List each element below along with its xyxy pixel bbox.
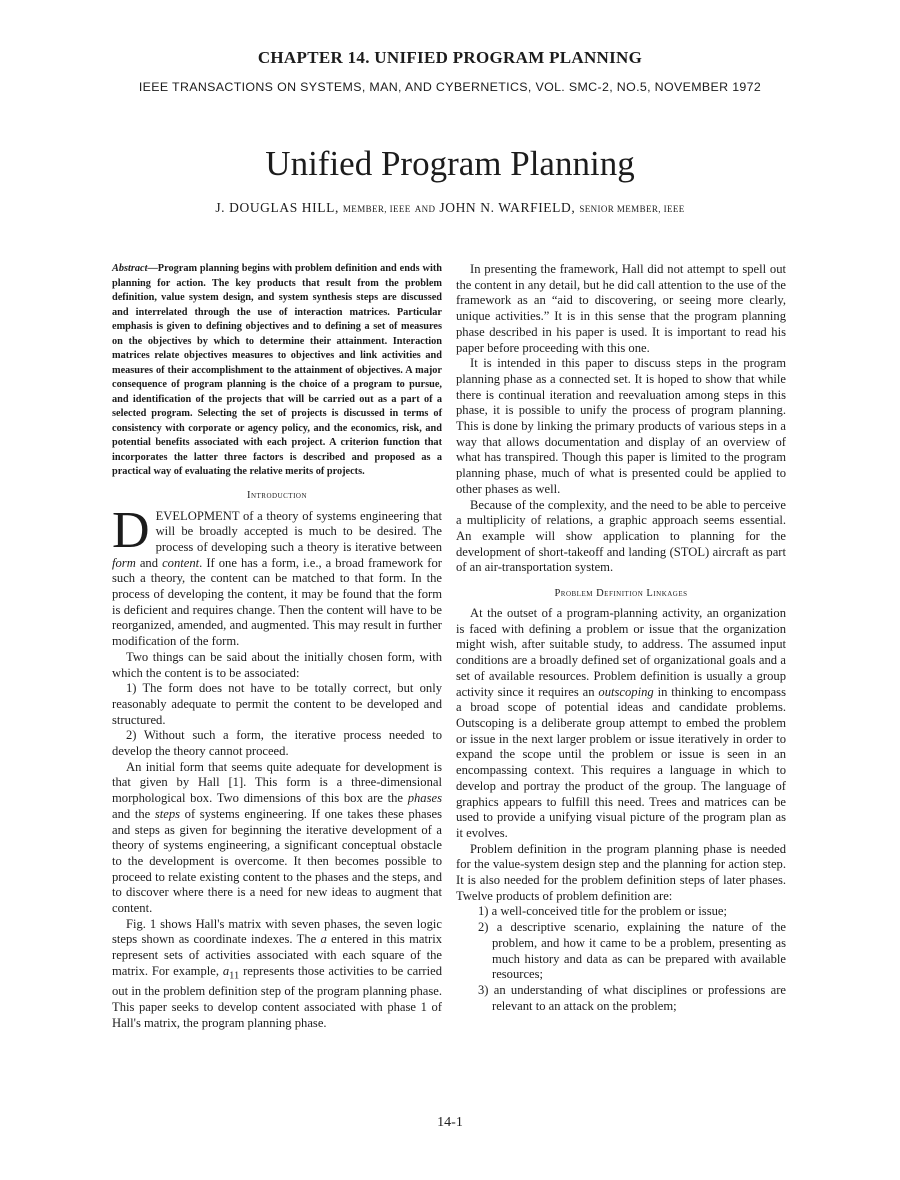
list-item: 3) an understanding of what disciplines or professions are relevant to an attack on the problem; — [478, 982, 786, 1013]
right-paragraph-2: It is intended in this paper to discuss steps in the program planning phase as a connected set. It is hoped to show that while there is continual iteration and reevaluation among steps in this phase, it is possible to unify the process of program planning. This is done by linking the primary products of various steps in a way that allows documentation and display of an overview of what has transpired. Though this paper is limited to the program planning phase, much of what is presented could be applied to other phases as well. — [456, 356, 786, 496]
intro-p1-text-a: EVELOPMENT of a theory of systems engineering that will be broadly accepted is much to be desired. The process of developing such a theory is iterative between — [155, 508, 442, 554]
abstract — [112, 262, 442, 480]
right-paragraph-3: Because of the complexity, and the need to be able to perceive a multiplicity of relations, a graphic approach seems essential. An example will show application to planning for the development of short-takeoff and landing (STOL) aircraft as part of an air-transportation system. — [456, 497, 786, 575]
products-list — [456, 904, 786, 1014]
page-number: 14-1 — [437, 1115, 463, 1130]
list-item: 1) The form does not have to be totally correct, but only reasonably adequate to permit the content to be developed and structured. — [112, 681, 442, 727]
right-column — [456, 262, 786, 1014]
right-paragraph-5: Problem definition in the program planning phase is needed for the value-system design step and the planning for action step. It is also needed for the problem definition steps of later phases. Twelve products of problem definition are: — [456, 841, 786, 903]
left-column — [112, 262, 442, 1031]
intro-p3-phases: phases — [407, 791, 442, 806]
section-heading-problem-definition: Problem Definition Linkages — [554, 588, 688, 600]
author-2-name: JOHN N. WARFIELD, — [439, 200, 576, 215]
list-item: 2) Without such a form, the iterative process needed to develop the theory cannot proceed. — [112, 728, 442, 759]
list-item: 1) a well-conceived title for the problem or issue; — [478, 904, 727, 919]
right-paragraph-1: In presenting the framework, Hall did not attempt to spell out the content in any detail, but he did call attention to the use of the framework as an “aid to discovering, or seeing more clearly, unique activities.” It is in this sense that the program planning phase described in his paper is used. It is important to read his paper before proceeding with this one. — [456, 262, 786, 355]
intro-list — [112, 681, 442, 760]
intro-p1-text-b: and — [135, 555, 163, 570]
intro-p4-text-c: represents those activities to be carried out in the problem definition step of the program planning phase. This paper seeks to develop content associated with phase 1 of Hall's matrix, the program planning phase. — [112, 963, 442, 1030]
author-2-grade: SENIOR MEMBER, IEEE — [579, 204, 685, 214]
intro-p4-var-a: a — [320, 932, 327, 947]
chapter-header: CHAPTER 14. UNIFIED PROGRAM PLANNING — [257, 48, 643, 67]
intro-p3-steps: steps — [154, 806, 181, 821]
intro-p3-text-a: An initial form that seems quite adequate for development is that given by Hall [1]. This form is a three-dimensional morphological box. Two dimensions of this box are the — [112, 759, 442, 806]
author-1-grade: MEMBER, IEEE — [342, 204, 411, 214]
right-p4-text-b: in thinking to encompass a broad scope of potential ideas and candidate problems. Outscoping is a deliberate group attempt to embed the problem or issue in the next larger problem or issue iteratively in order to expand the scope until the problem or issue is seen in an encompassing context. This requires a language in which to develop and portray the product of the group. The language of graphics appears to fulfill this need. Trees and matrices can be used to provide a unifying visual picture of the program plan as it evolves. — [456, 684, 786, 840]
abstract-lead: Abstract — [112, 263, 148, 274]
list-item: 2) a descriptive scenario, explaining the nature of the problem, and how it came to be a problem, presenting as much history and data as can be prepared with available resources; — [478, 920, 786, 982]
section-heading-introduction: Introduction — [246, 489, 308, 501]
author-1-name: J. DOUGLAS HILL, — [215, 200, 339, 215]
abstract-text: —Program planning begins with problem definition and ends with planning for action. The key products that result from the problem definition, value system design, and system synthesis steps are discussed and interrelated through the use of interaction matrices. Particular emphasis is given to defining objectives and to defining a set of measures on the objectives by which to determine their attainment. Interaction matrices relate objectives measures to objectives and link activities and measures of their accomplishment to the attainment of objectives. A major consequence of program planning is the choice of a program to pursue, and identification of the projects that will be carried out as a part of a selected program. Selecting the set of projects is discussed in terms of consistency with corporate or agency policy, and the economics, risk, and potential benefits associated with each project. A criterion function that incorporates the latter three factors is described and proposed as a practical way of evaluating the relative merits of projects. — [112, 263, 442, 477]
right-p4-text-a: At the outset of a program-planning activity, an organization is faced with defining a problem or issue that the organization might wish, after suitable study, to address. The assumed input conditions are a broadly defined set of organizational goals and a set of available resources. Problem definition is usually a group activity since it requires an — [456, 606, 786, 699]
author-line — [0, 200, 900, 216]
right-paragraph-4 — [456, 606, 786, 842]
intro-p4-var-a11: a — [222, 963, 230, 978]
intro-p4-text-b: entered in this matrix represent sets of activities associated with each square of the matrix. For example, — [112, 932, 443, 978]
intro-p4-subscript: 11 — [229, 970, 240, 982]
intro-p3-text-c: of systems engineering. If one takes these phases and steps as given for beginning the iterative development of a theory of systems engineering, a significant conceptual obstacle to the development is overcome. It then becomes possible to proceed to relate existing content to the phases and the steps, and to discover where there is a need for new ideas to augment that content. — [112, 806, 442, 916]
right-p4-outscoping: outscoping — [598, 684, 654, 699]
drop-cap: D — [112, 501, 150, 559]
intro-paragraph-2: Two things can be said about the initially chosen form, with which the content is to be associated: — [112, 649, 442, 680]
intro-paragraph-4 — [112, 917, 442, 1031]
journal-citation: IEEE TRANSACTIONS ON SYSTEMS, MAN, AND CYBERNETICS, VOL. SMC-2, NO.5, NOVEMBER 1972 — [138, 80, 762, 94]
intro-paragraph-3 — [112, 760, 442, 917]
intro-p1-form: form — [112, 555, 136, 570]
intro-p4-text-a: Fig. 1 shows Hall's matrix with seven phases, the seven logic steps shown as coordinate indexes. The — [112, 916, 442, 947]
intro-paragraph-1 — [112, 501, 442, 650]
intro-p1-text-c: . If one has a form, i.e., a broad framework for such a theory, the content can be matched to that form. In the process of developing the content, it may be found that the form is deficient and requires change. Then the content will have to be reorganized, amended, and augmented. This may result in further modification of the form. — [112, 555, 442, 649]
intro-p1-content: content — [162, 555, 200, 570]
intro-p3-text-b: and the — [112, 806, 155, 821]
author-conjunction: AND — [414, 204, 436, 214]
paper-title: Unified Program Planning — [265, 144, 635, 183]
